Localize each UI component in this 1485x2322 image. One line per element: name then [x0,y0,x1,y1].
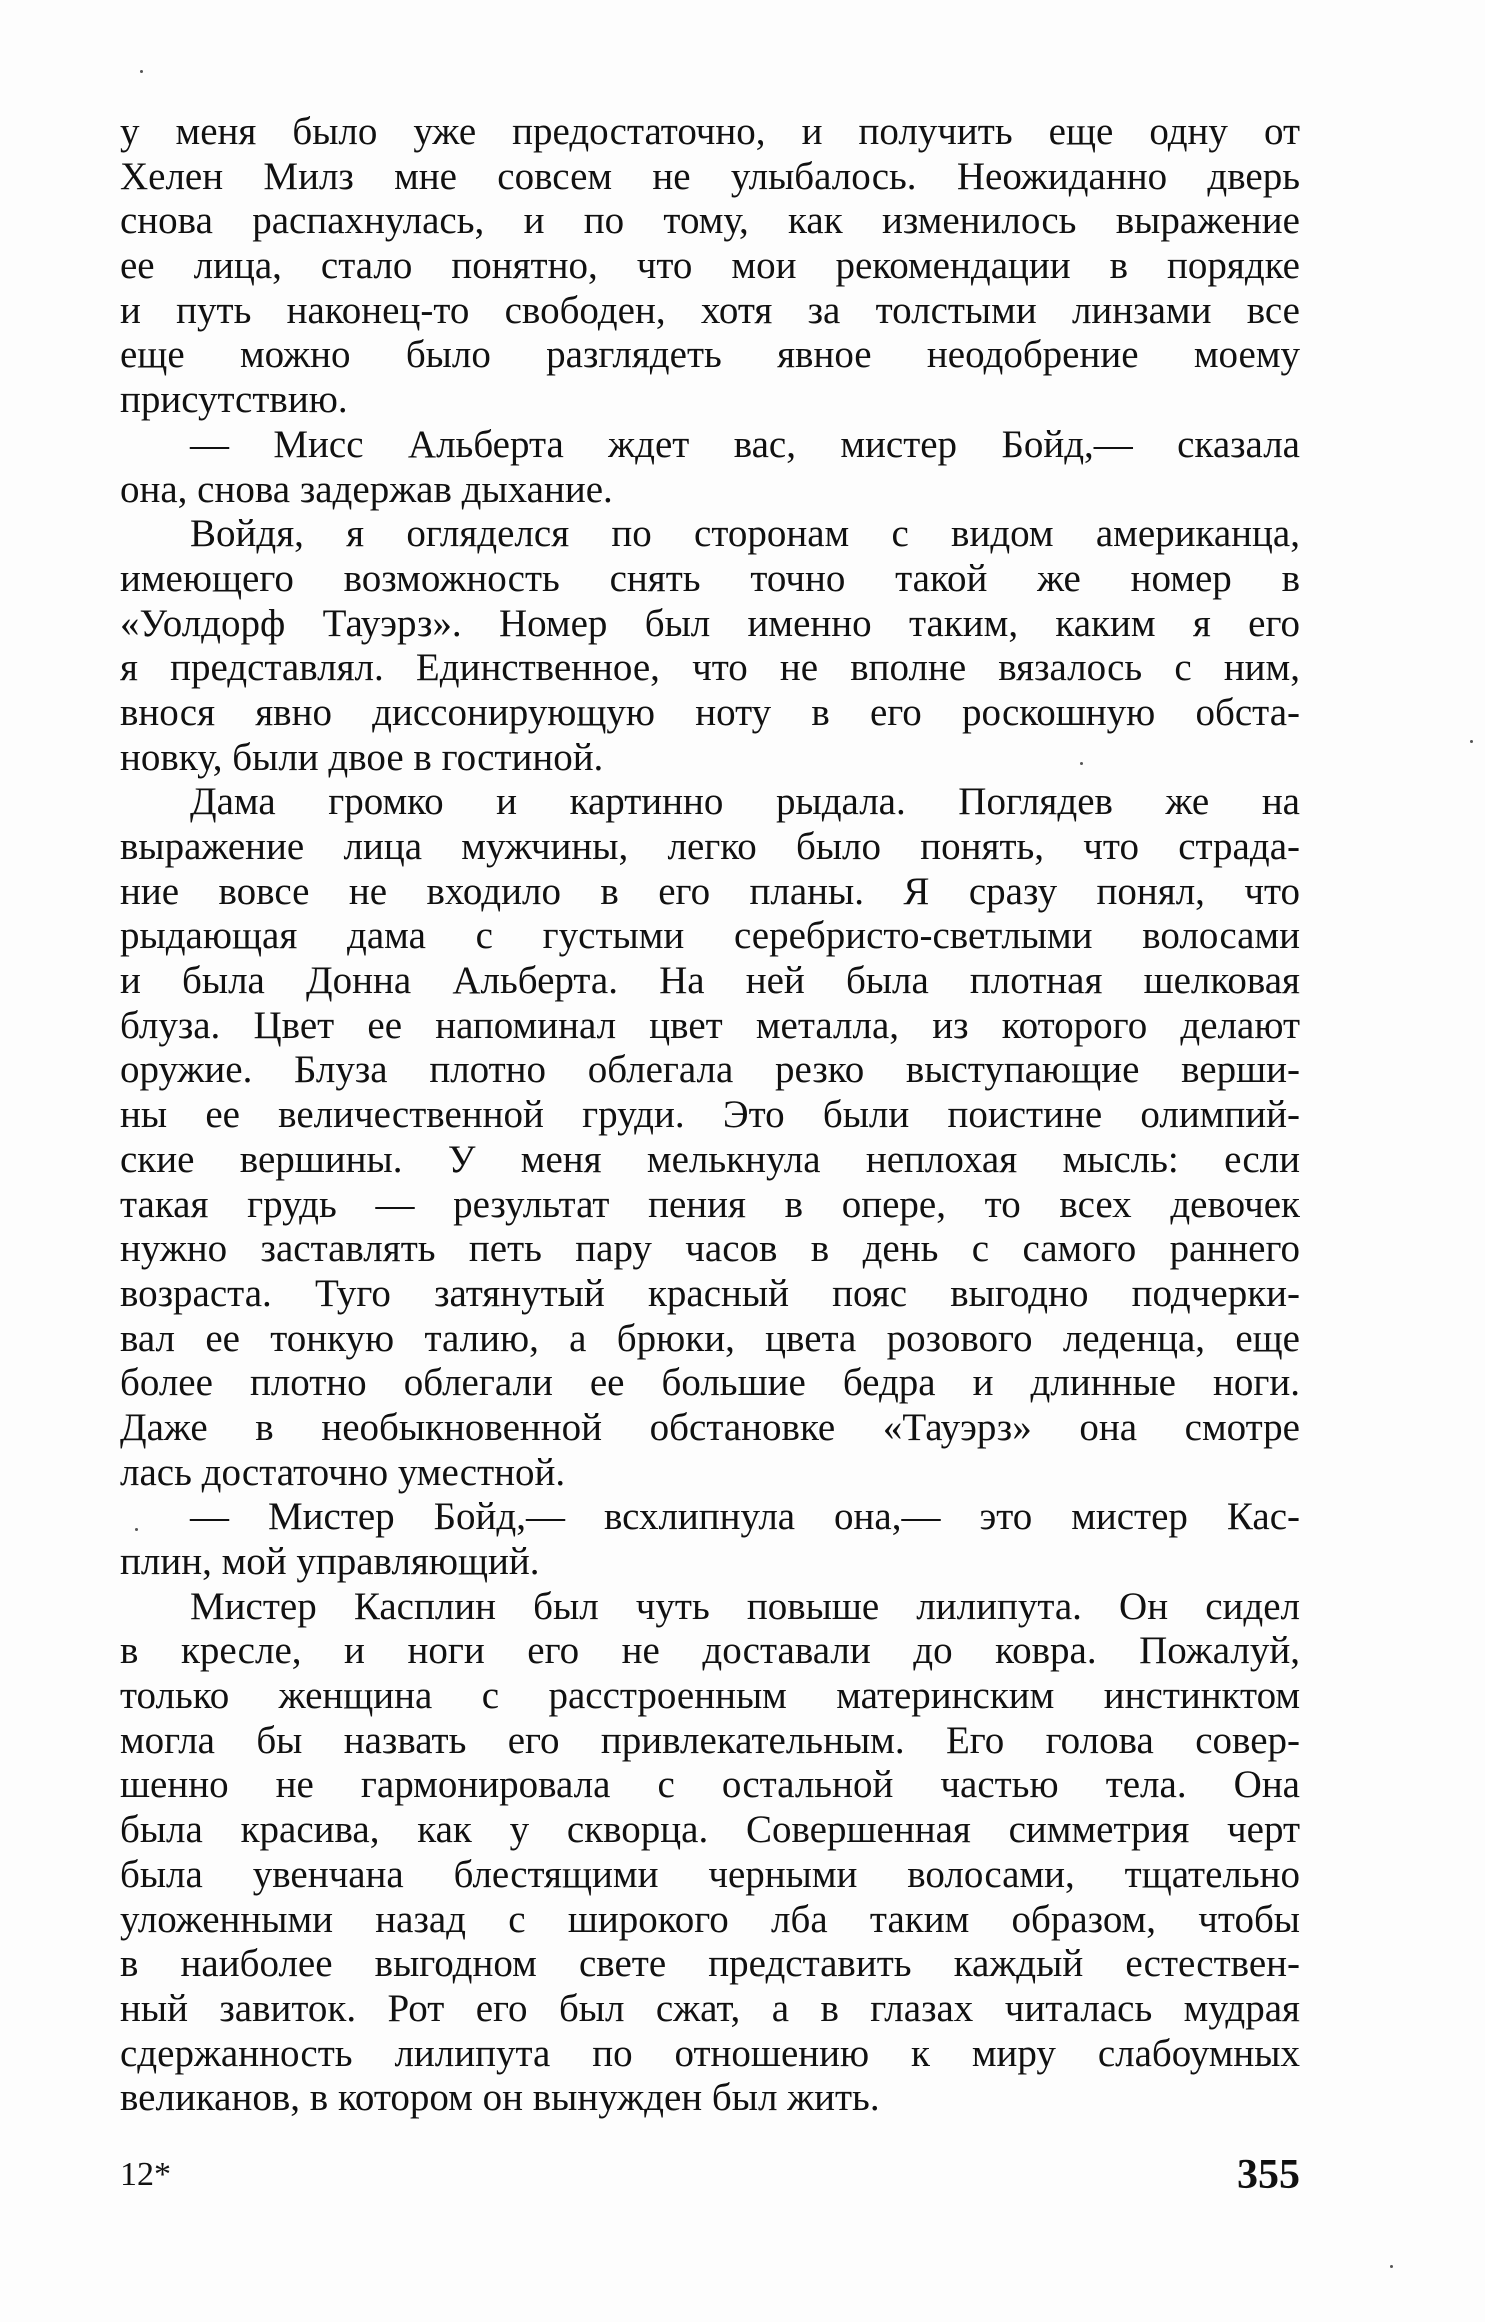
text-line: присутствию. [120,378,348,422]
text-line: новку, были двое в гостиной. [120,735,604,779]
text-line: ние вовсе не входило в его планы. Я сразу понял, что [120,869,1300,913]
text-line: возраста. Туго затянутый красный пояс выгодно подчерки- [120,1271,1300,1315]
printer-signature-mark: 12* [120,2156,171,2193]
text-line: великанов, в котором он вынужден был жить. [120,2076,880,2120]
text-line: более плотно облегали ее большие бедра и длинные ноги. [120,1361,1300,1405]
text-line: шенно не гармонировала с остальной частью тела. Она [120,1763,1300,1807]
text-line: плин, мой управляющий. [120,1540,540,1583]
text-line: снова распахнулась, и по тому, как изменилось выражение [120,199,1300,243]
text-line: ее лица, стало понятно, что мои рекомендации в порядке [120,244,1300,288]
text-line: могла бы назвать его привлекательным. Его голова совер- [120,1718,1300,1762]
print-speck [1390,2265,1393,2268]
print-speck [140,70,143,73]
print-speck [1470,740,1473,743]
text-line: внося явно диссонирующую ноту в его роскошную обста- [120,690,1300,734]
text-line: такая грудь — результат пения в опере, то всех девочек [120,1182,1300,1226]
text-line: ный завиток. Рот его был сжат, а в глазах читалась мудрая [120,1986,1300,2030]
text-line: ские вершины. У меня мелькнула неплохая мысль: если [120,1137,1300,1181]
text-line: уложенными назад с широкого лба таким образом, чтобы [120,1897,1300,1941]
text-line: имеющего возможность снять точно такой же номер в [120,556,1300,600]
text-line: нужно заставлять петь пару часов в день с самого раннего [120,1227,1300,1271]
text-line: я представлял. Единственное, что не вполне вязалось с ним, [120,646,1300,690]
text-line: у меня было уже предостаточно, и получить еще одну от [120,110,1300,153]
text-line: Войдя, я огляделся по сторонам с видом американца, [190,512,1300,556]
text-line: Хелен Милз мне совсем не улыбалось. Неожиданно дверь [120,154,1300,198]
text-line: была красива, как у скворца. Совершенная симметрия черт [120,1808,1300,1852]
text-line: только женщина с расстроенным материнским инстинктом [120,1674,1300,1718]
text-line: ны ее величественной груди. Это были поистине олимпий- [120,1093,1300,1137]
text-line: лась достаточно уместной. [120,1450,566,1494]
text-line: — Мисс Альберта ждет вас, мистер Бойд,— сказала [190,422,1300,466]
text-line: была увенчана блестящими черными волосами, тщательно [120,1852,1300,1896]
text-line: выражение лица мужчины, легко было понять, что страда- [120,825,1300,868]
text-line: и была Донна Альберта. На ней была плотная шелковая [120,959,1300,1003]
text-line: «Уолдорф Тауэрз». Номер был именно таким, каким я его [120,601,1300,645]
text-line: Мистер Касплин был чуть повыше лилипута. Он сидел [190,1584,1300,1628]
print-speck [135,1528,138,1531]
text-line: — Мистер Бойд,— всхлипнула она,— это мистер Кас- [190,1495,1300,1539]
text-line: в наиболее выгодном свете представить каждый естествен- [120,1942,1300,1986]
text-line: еще можно было разглядеть явное неодобрение моему [120,333,1300,377]
page-footer [120,2150,1300,2200]
text-line: блуза. Цвет ее напоминал цвет металла, из которого делают [120,1003,1300,1047]
text-line: вал ее тонкую талию, а брюки, цвета розового леденца, еще [120,1316,1300,1360]
text-line: рыдающая дама с густыми серебристо-светлыми волосами [120,914,1300,958]
text-line: в кресле, и ноги его не доставали до ковра. Пожалуй, [120,1629,1300,1673]
body-text [120,110,1300,2121]
text-line: и путь наконец-то свободен, хотя за толстыми линзами все [120,288,1300,332]
text-line: оружие. Блуза плотно облегала резко выступающие верши- [120,1048,1300,1092]
print-speck [1080,762,1083,765]
page-number: 355 [1237,2152,1300,2198]
text-line: Дама громко и картинно рыдала. Поглядев же на [190,780,1300,824]
text-line: сдержанность лилипута по отношению к миру слабоумных [120,2031,1300,2075]
text-line: она, снова задержав дыхание. [120,467,613,511]
text-line: Даже в необыкновенной обстановке «Тауэрз» она смотре [120,1405,1300,1449]
